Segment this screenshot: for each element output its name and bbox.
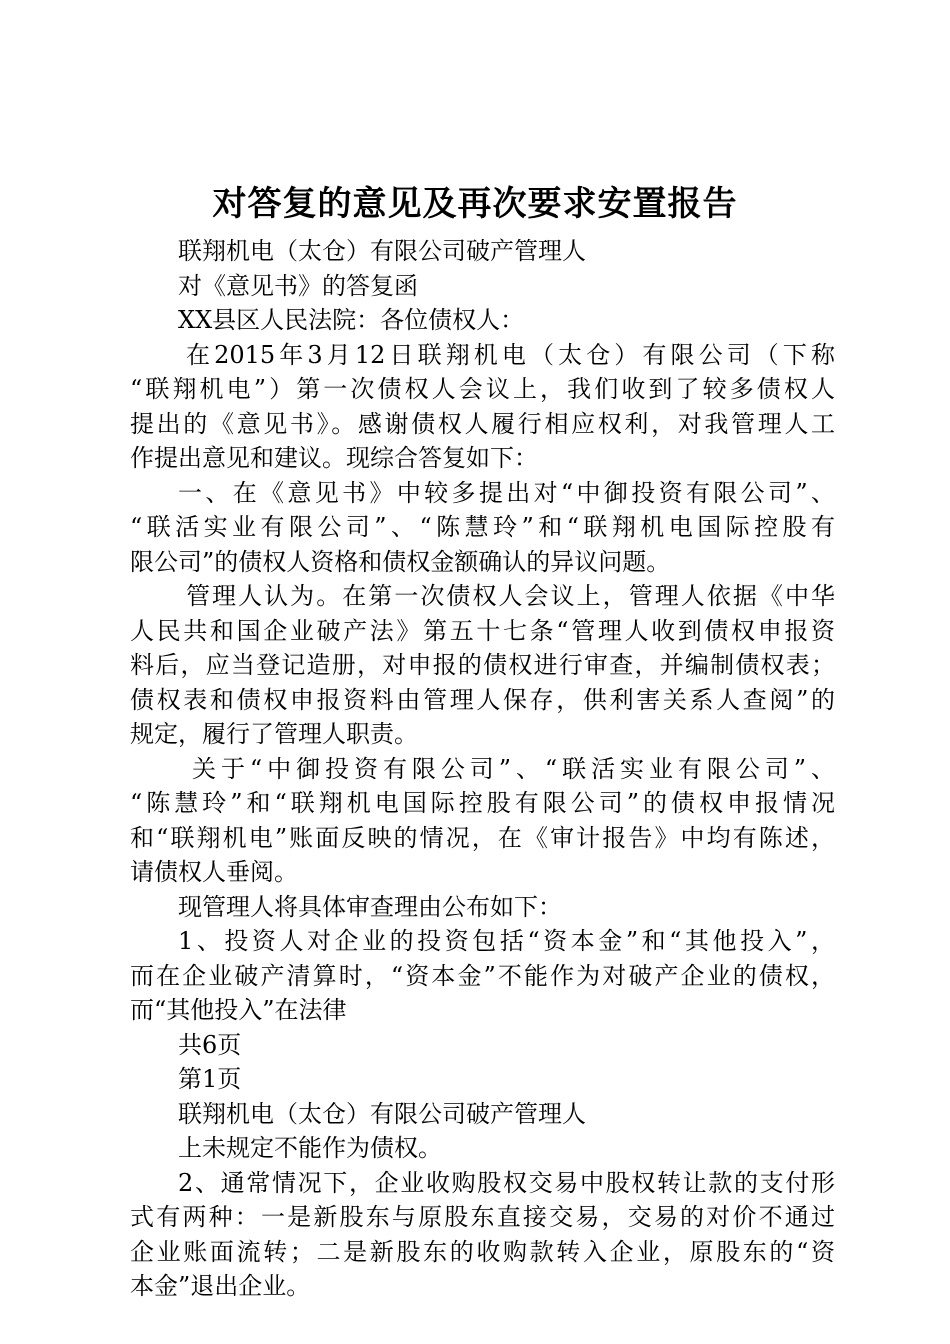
text-line: 提出的《意见书》。感谢债权人履行相应权利，对我管理人工	[130, 409, 835, 438]
text-line: “陈慧玲”和“联翔机电国际控股有限公司”的债权申报情况	[130, 789, 835, 817]
text-line: 作提出意见和建议。现综合答复如下：	[130, 444, 538, 472]
text-line: 2、通常情况下，企业收购股权交易中股权转让款的支付形	[178, 1168, 835, 1197]
text-line: 式有两种：一是新股东与原股东直接交易，交易的对价不通过	[130, 1203, 835, 1231]
text-line: 和“联翔机电”账面反映的情况，在《审计报告》中均有陈述，	[130, 823, 835, 852]
text-line: 上未规定不能作为债权。	[178, 1134, 442, 1162]
text-line: 企业账面流转；二是新股东的收购款转入企业，原股东的“资	[130, 1237, 835, 1266]
text-line: 料后，应当登记造册，对申报的债权进行审查，并编制债权表；	[130, 651, 835, 679]
text-line: 限公司”的债权人资格和债权金额确认的异议问题。	[130, 547, 671, 576]
document-title: 对答复的意见及再次要求安置报告	[212, 184, 738, 224]
text-line: 管理人认为。在第一次债权人会议上，管理人依据《中华	[186, 582, 835, 610]
text-line: 在2015年3月12日联翔机电（太仓）有限公司（下称	[186, 340, 835, 369]
running-header: 联翔机电（太仓）有限公司破产管理人	[178, 1099, 586, 1128]
page-count: 共6页	[178, 1030, 242, 1059]
text-line: 对《意见书》的答复函	[178, 271, 418, 300]
text-line: 而“其他投入”在法律	[130, 996, 347, 1024]
text-line: 现管理人将具体审查理由公布如下：	[178, 892, 562, 921]
text-line: 一、在《意见书》中较多提出对“中御投资有限公司”、	[178, 478, 835, 507]
text-line: 1、投资人对企业的投资包括“资本金”和“其他投入”，	[178, 927, 835, 955]
text-line: 规定，履行了管理人职责。	[130, 720, 418, 748]
document-body	[130, 234, 835, 1304]
text-line: “联活实业有限公司”、“陈慧玲”和“联翔机电国际控股有	[130, 513, 835, 541]
text-line: 债权表和债权申报资料由管理人保存，供利害关系人查阅”的	[130, 685, 835, 714]
text-line: 本金”退出企业。	[130, 1272, 311, 1300]
page-number: 第1页	[178, 1065, 242, 1093]
text-line: XX县区人民法院：各位债权人：	[178, 306, 525, 334]
text-line: 请债权人垂阅。	[130, 858, 298, 886]
text-line: 人民共和国企业破产法》第五十七条“管理人收到债权申报资	[130, 616, 835, 645]
text-line: 联翔机电（太仓）有限公司破产管理人	[178, 237, 586, 265]
text-line: 而在企业破产清算时，“资本金”不能作为对破产企业的债权，	[130, 961, 835, 990]
text-line: “联翔机电”）第一次债权人会议上，我们收到了较多债权人	[130, 375, 835, 403]
text-line: 关于“中御投资有限公司”、“联活实业有限公司”、	[192, 754, 835, 783]
